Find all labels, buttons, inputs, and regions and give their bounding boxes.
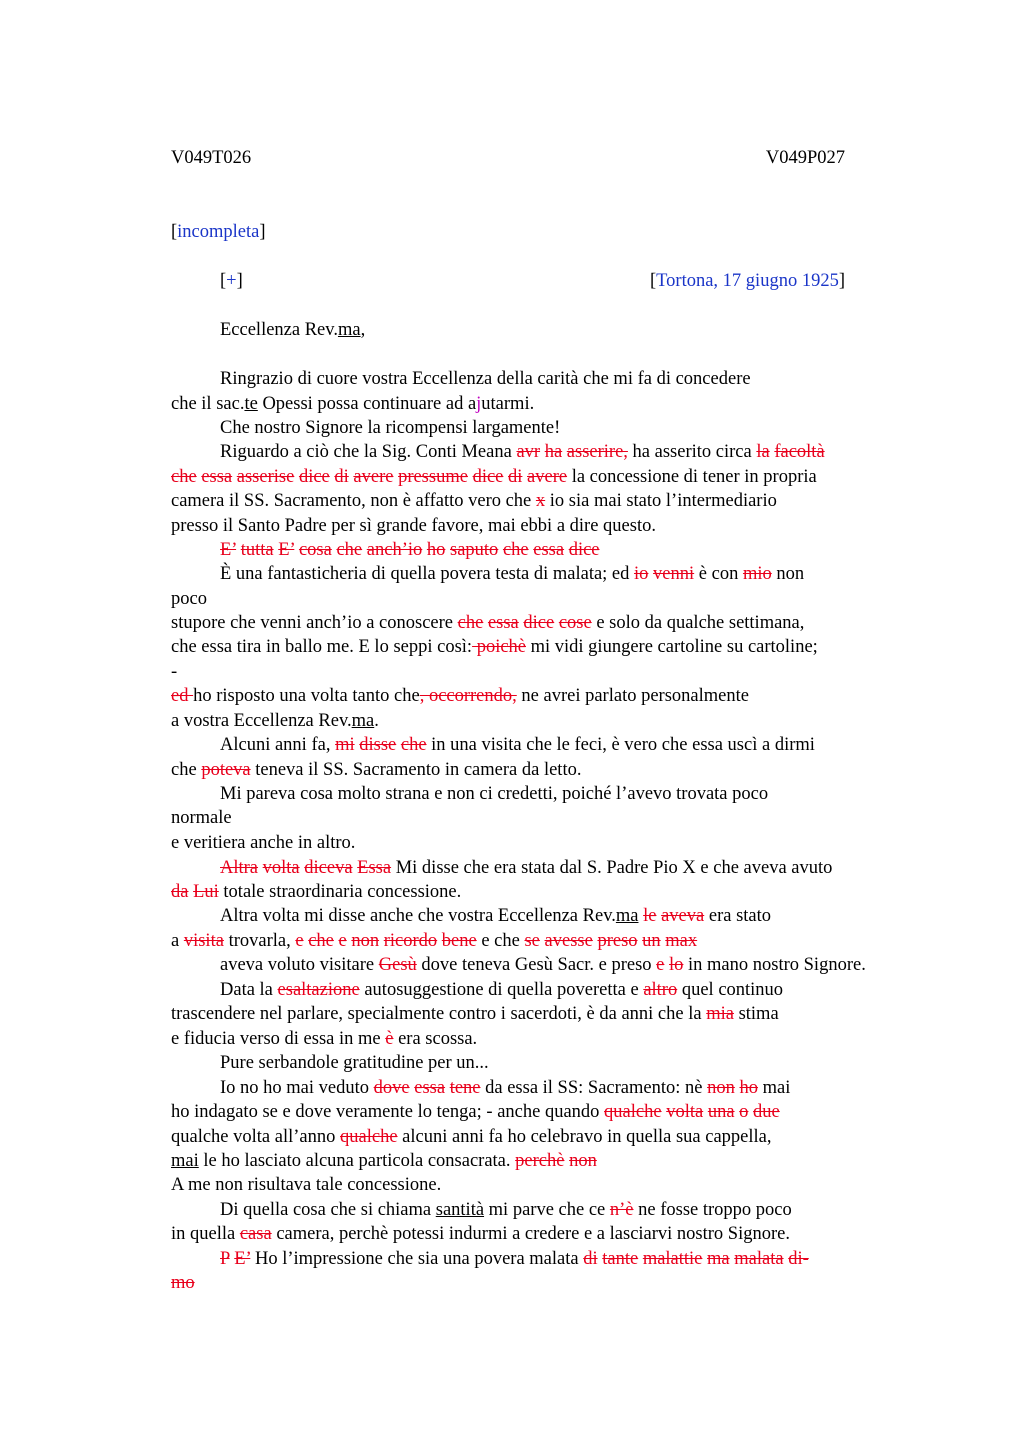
deleted-text: un [642, 931, 661, 951]
text-segment: stupore che venni anch’io a conoscere [171, 613, 458, 633]
text-segment: dove teneva Gesù Sacr. e preso [416, 955, 657, 975]
deleted-text: non [351, 931, 380, 951]
text-segment: . [374, 711, 379, 731]
doc-id-right: V049P027 [765, 148, 845, 168]
text-segment: e veritiera anche in altro. [171, 833, 356, 853]
text-segment: mi parve che ce [484, 1200, 610, 1220]
deleted-text: essa [487, 613, 519, 633]
deleted-text: Altra [220, 858, 259, 878]
deleted-text: esaltazione [277, 980, 360, 1000]
text-segment: stima [733, 1004, 779, 1024]
text-segment: Che nostro Signore la ricompensi largamente! [220, 418, 561, 438]
deleted-text: perchè [515, 1151, 565, 1171]
deleted-text: di [334, 467, 349, 487]
deleted-text: n’è [609, 1200, 634, 1220]
deleted-text: preso [597, 931, 638, 951]
text-segment: Alcuni anni fa, [220, 735, 336, 755]
body-line [220, 1247, 809, 1271]
deleted-text: essa [533, 540, 565, 560]
text-segment: era stato [704, 906, 772, 926]
deleted-text: che [336, 540, 363, 560]
deleted-text: visita [183, 931, 224, 951]
text-segment: in una visita che le feci, è vero che essa uscì a dirmi [426, 735, 815, 755]
text-segment: la concessione di tener in propria [567, 467, 817, 487]
text-segment: mi vidi giungere cartoline su cartoline; [526, 637, 818, 657]
body-line [220, 440, 825, 464]
text-segment: Ho l’impressione che sia una povera malata [250, 1249, 584, 1269]
text-segment: a vostra Eccellenza Rev. [171, 711, 352, 731]
text-segment: Data la [220, 980, 278, 1000]
underlined-text: mai [171, 1151, 199, 1171]
body-line [171, 806, 232, 830]
text-segment: alcuni anni fa ho celebravo in quella sua cappella, [397, 1127, 772, 1147]
text-segment: era scossa. [393, 1029, 478, 1049]
deleted-text: tutta [240, 540, 274, 560]
text-segment: normale [171, 808, 232, 828]
body-line [171, 660, 177, 684]
body-line [171, 1100, 780, 1124]
deleted-text: poichè [472, 637, 526, 657]
salutation-abbrev: ma [337, 320, 361, 340]
deleted-text: E’ [234, 1249, 251, 1269]
inserted-letter: j [476, 394, 482, 414]
deleted-text: max [665, 931, 698, 951]
text-segment: trascendere nel parlare, specialmente contro i sacerdoti, è da anni che la [171, 1004, 707, 1024]
text-segment: Di quella cosa che si chiama [220, 1200, 436, 1220]
text-segment: Pure serbandole gratitudine per un... [220, 1053, 489, 1073]
body-line [220, 416, 560, 440]
deleted-text: tante [602, 1249, 639, 1269]
deleted-text: Lui [193, 882, 219, 902]
deleted-text: bene [441, 931, 477, 951]
deleted-text: non [707, 1078, 735, 1098]
deleted-text: anch’io [366, 540, 423, 560]
text-segment: ne fosse troppo poco [633, 1200, 792, 1220]
deleted-text: o [739, 1102, 749, 1122]
deleted-text: avesse [544, 931, 593, 951]
text-segment: e solo da qualche settimana, [591, 613, 805, 633]
deleted-text: cosa [298, 540, 332, 560]
deleted-text: diceva [304, 858, 353, 878]
place-date: [Tortona, 17 giugno 1925] [649, 271, 845, 291]
text-segment: è con [694, 564, 743, 584]
text-segment: e che [476, 931, 525, 951]
text-segment: trovarla, [223, 931, 296, 951]
deleted-text: mio [742, 564, 772, 584]
cross-mark: [+] [220, 271, 243, 291]
text-segment: Riguardo a ciò che la Sig. Conti Meana [220, 442, 517, 462]
deleted-text: facoltà [774, 442, 825, 462]
cross-mark-text: + [226, 271, 237, 291]
deleted-text: la [756, 442, 770, 462]
body-line [220, 904, 771, 928]
deleted-text: mo [171, 1273, 195, 1293]
text-segment: che il sac. [171, 394, 245, 414]
text-segment: le ho lasciato alcuna particola consacrata. [198, 1151, 516, 1171]
deleted-text: lo [669, 955, 684, 975]
deleted-text: volta [666, 1102, 704, 1122]
deleted-text: di [508, 467, 523, 487]
deleted-text: ed [171, 686, 194, 706]
deleted-text: se [524, 931, 540, 951]
deleted-text: che [502, 540, 529, 560]
text-segment: qualche volta all’anno [171, 1127, 341, 1147]
body-line [220, 782, 768, 806]
place-date-text: Tortona, 17 giugno 1925 [656, 271, 839, 291]
text-segment: teneva il SS. Sacramento in camera da letto. [250, 760, 582, 780]
deleted-text: due [753, 1102, 780, 1122]
text-segment: A me non risultava tale concessione. [171, 1175, 442, 1195]
deleted-text: dice [298, 467, 330, 487]
text-segment: da essa il SS: Sacramento: nè [480, 1078, 708, 1098]
deleted-text: E’ [220, 540, 237, 560]
deleted-text: che [457, 613, 484, 633]
body-line [171, 1149, 597, 1173]
underlined-text: te [244, 394, 258, 414]
body-line [171, 1125, 772, 1149]
deleted-text: poteva [201, 760, 251, 780]
underlined-text: ma [615, 906, 639, 926]
deleted-text: dice [472, 467, 504, 487]
text-segment: che essa tira in ballo me. E lo seppi così: [171, 637, 473, 657]
text-segment: ho risposto una volta tanto che [193, 686, 420, 706]
body-line [171, 1027, 477, 1051]
body-line [171, 489, 777, 513]
body-line [220, 1076, 790, 1100]
deleted-text: P [220, 1249, 230, 1269]
text-segment: Mi pareva cosa molto strana e non ci credetti, poiché l’avevo trovata poco [220, 784, 769, 804]
body-line [171, 684, 749, 708]
deleted-text: mi [335, 735, 355, 755]
text-segment: aveva voluto visitare [220, 955, 379, 975]
deleted-text: essa [201, 467, 233, 487]
deleted-text: dove [373, 1078, 410, 1098]
text-segment: Opessi possa continuare ad a [257, 394, 477, 414]
text-segment: Altra volta mi disse anche che vostra Eccellenza Rev. [220, 906, 616, 926]
deleted-text: dice [523, 613, 555, 633]
deleted-text: tene [449, 1078, 481, 1098]
underlined-text: ma [351, 711, 375, 731]
text-segment: - [171, 662, 178, 682]
deleted-text: x [535, 491, 546, 511]
salutation-text: Eccellenza Rev. [220, 320, 338, 340]
deleted-text: asserire, [566, 442, 628, 462]
deleted-text: e [295, 931, 304, 951]
deleted-text: qualche [604, 1102, 662, 1122]
body-line [171, 831, 355, 855]
body-line [171, 465, 817, 489]
body-line [220, 367, 751, 391]
text-segment: poco [171, 589, 207, 609]
deleted-text: ha [544, 442, 563, 462]
deleted-text: altro [643, 980, 678, 1000]
text-segment: presso il Santo Padre per sì grande favore, mai ebbi a dire questo. [171, 516, 656, 536]
deleted-text: avere [353, 467, 394, 487]
text-segment: Ringrazio di cuore vostra Eccellenza della carità che mi fa di concedere [220, 369, 751, 389]
deleted-text: Essa [357, 858, 392, 878]
deleted-text: malata [734, 1249, 784, 1269]
text-segment: quel continuo [677, 980, 784, 1000]
body-line [220, 562, 804, 586]
deleted-text: e [656, 955, 665, 975]
deleted-text: di [583, 1249, 598, 1269]
text-segment: ne avrei parlato personalmente [516, 686, 749, 706]
text-segment: io sia mai stato l’intermediario [545, 491, 777, 511]
body-line [171, 392, 534, 416]
text-segment: utarmi. [481, 394, 535, 414]
underlined-text: santità [435, 1200, 485, 1220]
text-segment: Io no ho mai veduto [220, 1078, 374, 1098]
body-line [171, 1002, 779, 1026]
body-line [220, 538, 600, 562]
body-line [171, 880, 461, 904]
body-line [171, 1173, 441, 1197]
deleted-text: ho [426, 540, 446, 560]
deleted-text: E’ [278, 540, 295, 560]
body-line [220, 1051, 489, 1075]
deleted-text: di- [788, 1249, 809, 1269]
deleted-text: volta [262, 858, 300, 878]
deleted-text: dice [568, 540, 600, 560]
body-line [171, 1222, 790, 1246]
deleted-text: che [308, 931, 334, 951]
text-segment: camera il SS. Sacramento, non è affatto vero che [171, 491, 536, 511]
deleted-text: saputo [450, 540, 499, 560]
body-line [220, 978, 783, 1002]
salutation-punct: , [360, 320, 366, 340]
deleted-text: Gesù [378, 955, 417, 975]
text-segment: camera, perchè potessi indurmi a credere e a lasciarvi nostro Signore. [271, 1224, 790, 1244]
text-segment: ho indagato se e dove veramente lo tenga; - anche quando [171, 1102, 605, 1122]
deleted-text: pressume [398, 467, 468, 487]
deleted-text: mia [706, 1004, 734, 1024]
body-line [171, 514, 656, 538]
deleted-text: qualche [340, 1127, 398, 1147]
text-segment: in quella [171, 1224, 240, 1244]
deleted-text: ricordo [383, 931, 438, 951]
deleted-text: da [171, 882, 189, 902]
body-line [220, 953, 866, 977]
text-segment: autosuggestione di quella poveretta e [359, 980, 644, 1000]
text-segment: È una fantasticheria di quella povera testa di malata; ed [220, 564, 635, 584]
deleted-text: , occorrendo, [419, 686, 517, 706]
body-line [171, 635, 818, 659]
deleted-text: malattie [642, 1249, 703, 1269]
deleted-text: asserise [236, 467, 295, 487]
deleted-text: le [643, 906, 657, 926]
text-segment: non [771, 564, 805, 584]
deleted-text: aveva [661, 906, 705, 926]
text-segment: che [171, 760, 202, 780]
body-line [171, 709, 379, 733]
text-segment: mai [757, 1078, 791, 1098]
salutation [220, 318, 365, 342]
deleted-text: casa [239, 1224, 272, 1244]
deleted-text: e [338, 931, 347, 951]
text-segment: totale straordinaria concessione. [218, 882, 462, 902]
body-line [171, 1271, 195, 1295]
deleted-text: venni [653, 564, 695, 584]
deleted-text: avere [527, 467, 568, 487]
deleted-text: io [634, 564, 649, 584]
deleted-text: una [707, 1102, 735, 1122]
text-segment: a [171, 931, 184, 951]
body-line [220, 1198, 792, 1222]
deleted-text: che [171, 467, 197, 487]
deleted-text: cose [558, 613, 592, 633]
deleted-text: essa [414, 1078, 446, 1098]
text-segment: Mi disse che era stata dal S. Padre Pio X e che aveva avuto [391, 858, 833, 878]
doc-id-left: V049T026 [171, 148, 252, 168]
status-note-text: incompleta [177, 222, 260, 242]
body-line [171, 929, 697, 953]
body-line [171, 587, 207, 611]
deleted-text: ho [739, 1078, 758, 1098]
deleted-text: che [400, 735, 427, 755]
status-note: [incompleta] [171, 222, 266, 242]
deleted-text: ma [707, 1249, 730, 1269]
deleted-text: non [569, 1151, 597, 1171]
body-line [220, 856, 832, 880]
body-line [171, 611, 804, 635]
deleted-text: disse [359, 735, 397, 755]
text-segment: ha asserito circa [627, 442, 757, 462]
deleted-text: avr [516, 442, 541, 462]
body-line [171, 758, 581, 782]
text-segment: in mano nostro Signore. [683, 955, 866, 975]
body-line [220, 733, 815, 757]
text-segment: e fiducia verso di essa in me [171, 1029, 386, 1049]
deleted-text: è [385, 1029, 394, 1049]
